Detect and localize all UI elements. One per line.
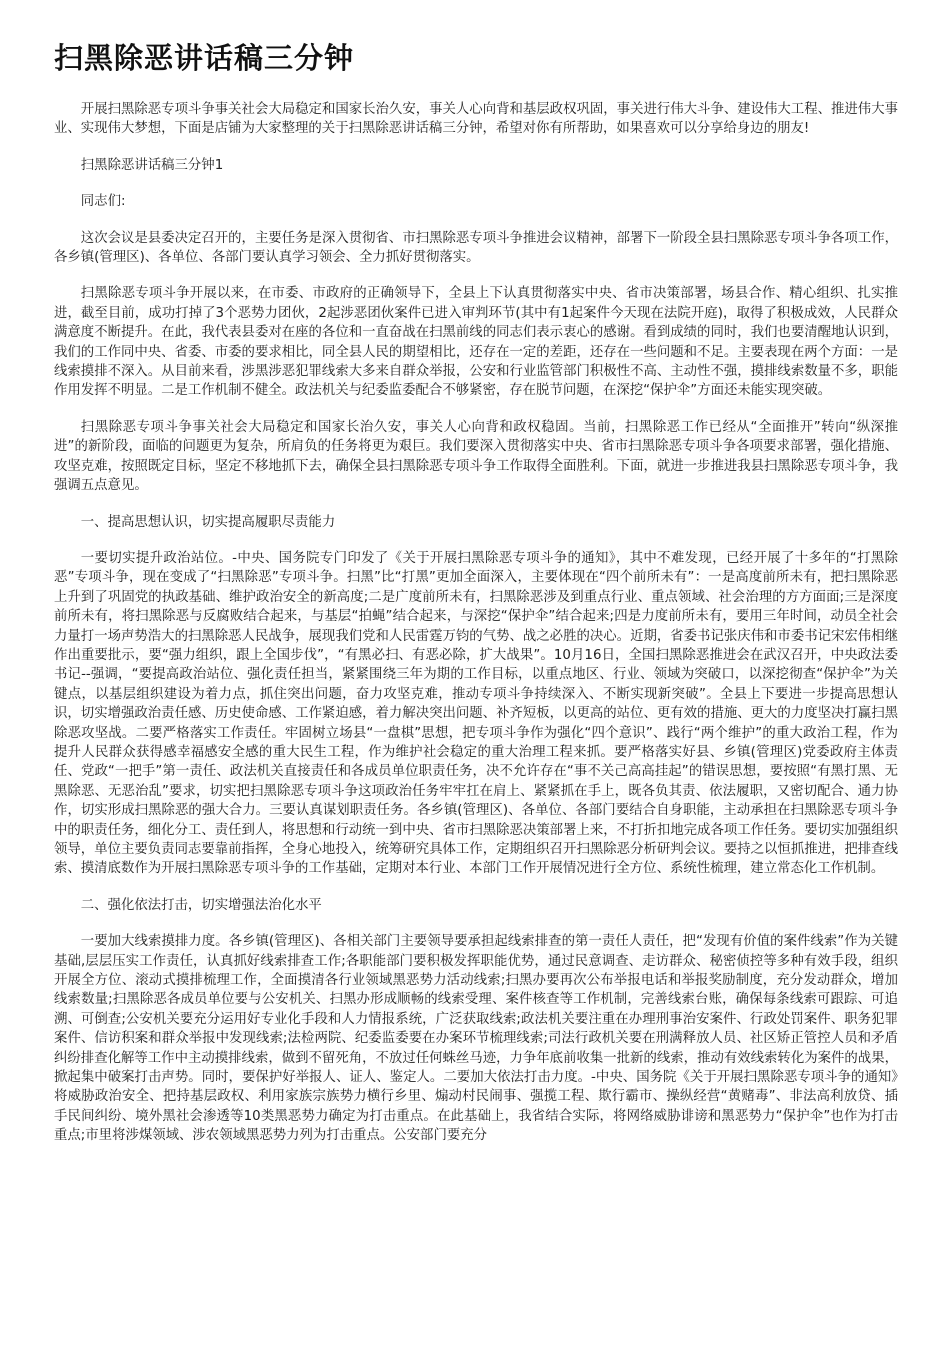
body-paragraph: 一要切实提升政治站位。-中央、国务院专门印发了《关于开展扫黑除恶专项斗争的通知》，其中不难发现，已经开展了十多年的“打黑除恶”专项斗争，现在变成了“扫黑除恶”专项斗争。扫黑”比“打黑”更加全面深入，主要体现在“四个前所未有”：一是高度前所未有，把扫黑除恶上升到了巩固党的执政基础、维护政治安全的新高度;二是广度前所未有，扫黑除恶涉及到重点行业、重点领域、社会治理的方方面面;三是深度前所未有，将扫黑除恶与反腐败结合起来，与基层“拍蝇”结合起来，与深挖“保护伞”结合起来;四是力度前所未有，要用三年时间，动员全社会力量打一场声势浩大的扫黑除恶人民战争，展现我们党和人民雷霆万钧的气势、战之必胜的决心。近期，省委书记张庆伟和市委书记宋宏伟相继作出重要批示，要“强力组织，跟上全国步伐”，“有黑必扫、有恶必除，扩大战果”。10月16日，全国扫黑除恶推进会在武汉召开，中央政法委书记--强调，“要提高政治站位、强化责任担当，紧紧围绕三年为期的工作目标，以重点地区、行业、领域为突破口，以深挖彻查“保护伞”为关键点，以基层组织建设为着力点，抓住突出问题，奋力攻坚克难，推动专项斗争持续深入、不断实现新突破”。全县上下要进一步提高思想认识，切实增强政治责任感、历史使命感、工作紧迫感，着力解决突出问题、补齐短板，以更高的站位、更有效的措施、更大的力度坚决打赢扫黑除恶攻坚战。二要严格落实工作责任。牢固树立场县“一盘棋”思想，把专项斗争作为强化“四个意识”、践行“两个维护”的重大政治工程，作为提升人民群众获得感幸福感安全感的重大民生工程，作为维护社会稳定的重大治理工程来抓。要严格落实好县、乡镇(管理区)党委政府主体责任、党政“一把手”第一责任、政法机关直接责任和各成员单位职责任务，决不允许存在“事不关己高高挂起”的错误思想，要按照“有黑打黑、无黑除恶、无恶治乱”要求，切实把扫黑除恶专项斗争这项政治任务牢牢扛在肩上、紧紧抓在手上，既各负其责、依法履职，又密切配合、通力协作，切实形成扫黑除恶的强大合力。三要认真谋划职责任务。各乡镇(管理区)、各单位、各部门要结合自身职能，主动承担在扫黑除恶专项斗争中的职责任务，细化分工、责任到人，将思想和行动统一到中央、省市扫黑除恶决策部署上来，不打折扣地完成各项工作任务。要切实加强组织领导，单位主要负责同志要靠前指挥，全身心地投入，统筹研究具体工作，定期组织召开扫黑除恶分析研判会议。要持之以恒抓推进，把排查线索、摸清底数作为开展扫黑除恶专项斗争的工作基础，定期对本行业、本部门工作开展情况进行全方位、系统性梳理，建立常态化工作机制。 <box>54 550 898 877</box>
document-body <box>54 100 898 1146</box>
body-paragraph: 扫黑除恶专项斗争开展以来，在市委、市政府的正确领导下，全县上下认真贯彻落实中央、省市决策部署，场县合作、精心组织、扎实推进，截至目前，成功打掉了3个恶势力团伙，2起涉恶团伙案件已进入审判环节(其中有1起案件今天现在法院开庭)，取得了积极成效，人民群众满意度不断提升。在此，我代表县委对在座的各位和一直奋战在扫黑前线的同志们表示衷心的感谢。看到成绩的同时，我们也要清醒地认识到，我们的工作同中央、省委、市委的要求相比，同全县人民的期望相比，还存在一定的差距，还存在一些问题和不足。主要表现在两个方面：一是线索摸排不深入。从目前来看，涉黑涉恶犯罪线索大多来自群众举报，公安和行业监管部门积极性不高、主动性不强，摸排线索数量不多，职能作用发挥不明显。二是工作机制不健全。政法机关与纪委监委配合不够紧密，存在脱节问题，在深挖“保护伞”方面还未能实现突破。 <box>54 286 898 399</box>
salutation: 同志们: <box>80 194 126 210</box>
body-paragraph: 一要加大线索摸排力度。各乡镇(管理区)、各相关部门主要领导要承担起线索排查的第一责任人责任，把“发现有价值的案件线索”作为关键基础,层层压实工作责任，认真抓好线索排查工作;各职能部门要积极发挥职能优势，通过民意调查、走访群众、秘密侦控等多种有效手段，组织开展全方位、滚动式摸排梳理工作，全面摸清各行业领域黑恶势力活动线索;扫黑办要再次公布举报电话和举报奖励制度，充分发动群众，增加线索数量;扫黑除恶各成员单位要与公安机关、扫黑办形成顺畅的线索受理、案件核查等工作机制，完善线索台账，确保每条线索可跟踪、可追溯、可倒查;公安机关要充分运用好专业化手段和人力情报系统，广泛获取线索;政法机关要注重在办理刑事治安案件、行政处罚案件、职务犯罪案件、信访积案和群众举报中发现线索;法检两院、纪委监委要在办案环节梳理线索;司法行政机关要在刑满释放人员、社区矫正管控人员和矛盾纠纷排查化解等工作中主动摸排线索，做到不留死角，不放过任何蛛丝马迹，力争年底前收集一批新的线索，推动有效线索转化为案件的战果，掀起集中破案打击声势。同时，要保护好举报人、证人、鉴定人。二要加大依法打击力度。-中央、国务院《关于开展扫黑除恶专项斗争的通知》将威胁政治安全、把持基层政权、利用家族宗族势力横行乡里、煽动村民闹事、强揽工程、欺行霸市、操纵经营“黄赌毒”、非法高利放贷、插手民间纠纷、境外黑社会渗透等10类黑恶势力确定为打击重点。在此基础上，我省结合实际，将网络威胁诽谤和黑恶势力“保护伞”也作为打击重点;市里将涉煤领域、涉农领域黑恶势力列为打击重点。公安部门要充分 <box>54 934 898 1144</box>
body-paragraph: 扫黑除恶专项斗争事关社会大局稳定和国家长治久安，事关人心向背和政权稳固。当前，扫黑除恶工作已经从“全面推开”转向“纵深推进”的新阶段，面临的问题更为复杂，所肩负的任务将更为艰巨。我们要深入贯彻落实中央、省市扫黑除恶专项斗争各项要求部署，强化措施、攻坚克难，按照既定目标，坚定不移地抓下去，确保全县扫黑除恶专项斗争工作取得全面胜利。下面，就进一步推进我县扫黑除恶专项斗争，我强调五点意见。 <box>54 419 898 494</box>
body-paragraph: 这次会议是县委决定召开的，主要任务是深入贯彻省、市扫黑除恶专项斗争推进会议精神，部署下一阶段全县扫黑除恶专项斗争各项工作，各乡镇(管理区)、各单位、各部门要认真学习领会、全力抓好贯彻落实。 <box>54 230 898 266</box>
section-heading: 一、提高思想认识，切实提高履职尽责能力 <box>80 514 336 530</box>
speech-heading: 扫黑除恶讲话稿三分钟1 <box>80 157 224 173</box>
intro-paragraph: 开展扫黑除恶专项斗争事关社会大局稳定和国家长治久安，事关人心向背和基层政权巩固，事关进行伟大斗争、建设伟大工程、推进伟大事业、实现伟大梦想，下面是店铺为大家整理的关于扫黑除恶讲话稿三分钟，希望对你有所帮助，如果喜欢可以分享给身边的朋友! <box>54 102 898 137</box>
document-title: 扫黑除恶讲话稿三分钟 <box>54 41 355 75</box>
section-heading: 二、强化依法打击，切实增强法治化水平 <box>80 897 322 913</box>
